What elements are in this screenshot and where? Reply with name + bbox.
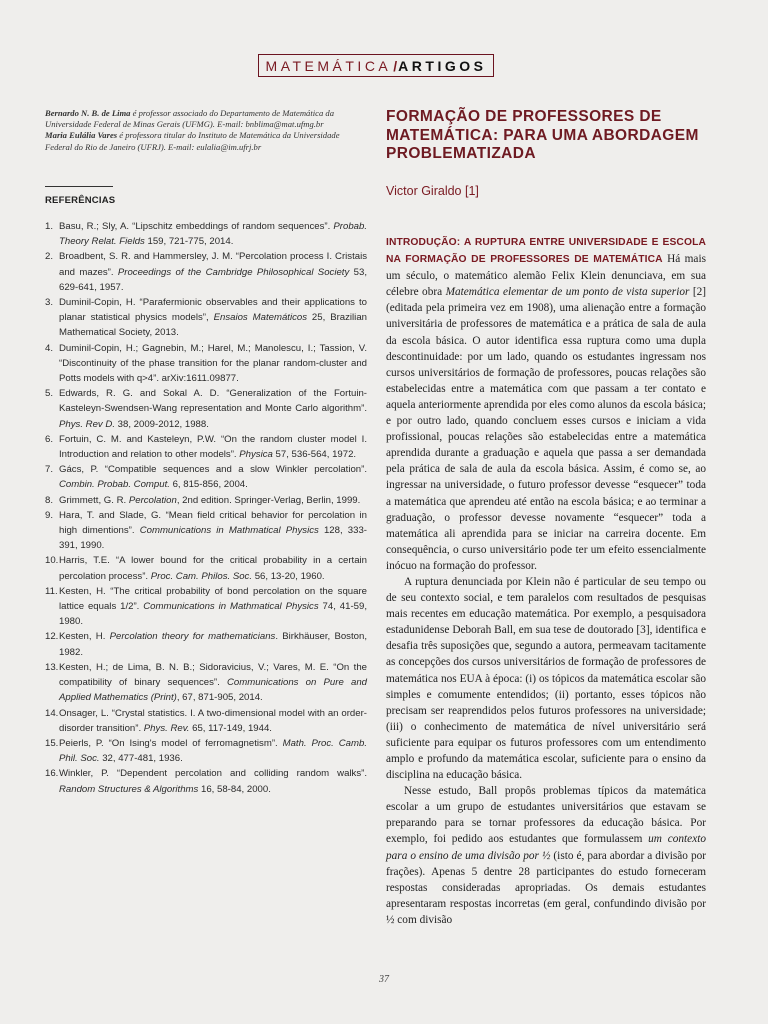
reference-details: 32, 477-481, 1936. [99,753,183,765]
reference-details: 6, 815-856, 2004. [169,479,248,491]
reference-source: Probab. Theory Relat. Fields [59,221,367,248]
reference-item [45,386,367,432]
reference-item [45,295,367,341]
reference-source: Communications in Mathmatical Physics [139,525,319,537]
reference-number: 14. [45,707,59,719]
reference-item [45,508,367,554]
subsection-label: ARTIGOS [398,57,487,74]
reference-item [45,553,367,583]
reference-number: 12. [45,631,59,643]
reference-item [45,660,367,706]
reference-source: Percolation [128,494,177,506]
reference-number: 6. [45,433,54,445]
article-header [386,108,706,164]
reference-number: 5. [45,388,54,400]
reference-source: Physica [239,449,273,461]
reference-source: Percolation theory for mathematicians [109,631,276,643]
reference-details: 53, 629-641, 1957. [59,266,367,293]
section-header [258,54,494,77]
reference-details: 25, Brazilian Mathematical Society, 2013. [59,312,367,339]
reference-source: Phys. Rev D. [59,418,115,430]
reference-text: Onsager, L. “Crystal statistics. I. A two-dimensional model with an order-disorder transition”. [59,707,367,734]
reference-number: 15. [45,737,59,749]
reference-text: Fortuin, C. M. and Kasteleyn, P.W. “On the random cluster model I. Introduction and relation to other models”. [59,433,367,461]
author-note-2 [45,130,365,152]
reference-source: Ensaios Matemáticos [213,312,308,324]
reference-number: 3. [45,297,54,309]
article-body [386,234,706,928]
reference-source: Proc. Cam. Philos. Soc. [150,570,253,582]
references-title: REFERÊNCIAS [45,195,116,206]
paragraph-3-emphasis: um contexto para o ensino de uma divisão por ½ [386,833,706,862]
references-divider [45,186,113,187]
reference-text: Gács, P. “Compatible sequences and a slow Winkler percolation”. [59,464,367,476]
reference-number: 4. [45,342,54,354]
reference-number: 1. [45,221,54,232]
paragraph-3 [386,783,706,928]
paragraph-1-part-a: Há mais um século, o matemático alemão Felix Klein denunciava, em sua célebre obra [386,253,706,299]
reference-number: 13. [45,661,59,673]
reference-source: Random Structures & Algorithms [59,783,199,795]
reference-item [45,629,367,659]
author-name-1: Bernardo N. B. de Lima [45,108,131,118]
reference-item [45,432,367,462]
reference-text: Duminil-Copin, H. “Parafermionic observables and their applications to planar statistical physics models”, [59,297,367,324]
reference-number: 8. [45,494,54,506]
reference-text: Harris, T.E. “A lower bound for the critical probability in a certain percolation process”. [59,555,367,582]
reference-item [45,584,367,630]
author-notes [45,108,365,153]
reference-text: Duminil-Copin, H.; Gagnebin, M.; Harel, M.; Manolescu, I.; Tassion, V. “Discontinuity of the phase transition for the planar random-cluster and Potts models with q>4”. arXiv:1611.09877. [59,342,367,385]
reference-details: 65, 117-149, 1944. [189,722,272,734]
reference-source: Communications in Mathmatical Physics [143,601,319,613]
paragraph-1-book-title: Matemática elementar de um ponto de vista superior [445,286,690,299]
reference-text: Peierls, P. “On Ising's model of ferromagnetism”. [59,737,283,749]
reference-source: Phys. Rev. [143,722,190,734]
author-note-1 [45,108,365,130]
reference-details: 74, 41-59, 1980. [59,601,368,628]
reference-item [45,219,367,249]
intro-heading: INTRODUÇÃO: A RUPTURA ENTRE UNIVERSIDADE E ESCOLA NA FORMAÇÃO DE PROFESSORES DE MATEMÁTICA [386,237,706,266]
reference-number: 9. [45,509,54,521]
reference-details: , 67, 871-905, 2014. [176,692,263,704]
article-title: FORMAÇÃO DE PROFESSORES DE MATEMÁTICA: PARA UMA ABORDAGEM PROBLEMATIZADA [386,108,699,162]
article-author: Victor Giraldo [1] [386,184,479,198]
reference-details: 159, 721-775, 2014. [144,236,234,248]
reference-number: 10. [45,555,59,567]
reference-number: 16. [45,768,59,780]
section-separator: / [393,57,398,74]
author-bio-1: é professor associado do Departamento de Matemática da Universidade Federal de Minas Gerais (UFMG). E-mail: bnblima@mat.ufmg.br [45,108,334,130]
reference-text: Kesten, H. [59,631,110,643]
reference-source: Combin. Probab. Comput. [59,479,170,491]
paragraph-1 [386,234,706,574]
section-label: MATEMÁTICA [265,57,392,74]
page-number: 37 [379,974,389,985]
reference-details: 16, 58-84, 2000. [198,783,271,795]
reference-details: 56, 13-20, 1960. [252,570,325,582]
paragraph-1-part-b: [2] (editada pela primeira vez em 1908), uma alienação entre a formação universitária de professores de matemática e a prática de sala de aula da escola básica. O autor identifica essa ruptura como uma dupla descontinuidade: por um lado, quando os estudantes ingressam nos cursos universitários de formação de professores, poucas relações são estabelecidas entre a matemática com que passam a ter contato e aquela anteriormente aprendida por eles como alunos da escola básica; e por outro lado, quando concluem esses cursos e iniciam a vida profissional, poucas relações são estabelecidas entre a matemática aprendida durante a graduação e aquela que passa a ser demandada pela prática de sala de aula da escola básica. Assim, é como se, ao ingressar na universidade, o futuro professor devesse “esquecer” toda a matemática que aprendeu até então na escola básica; e ao terminar a graduação, o professor devesse novamente “esquecer” toda a matemática ali aprendida para se iniciar na carreira docente. Em consequência, o curso universitário pode ter um efeito essencialmente inócuo na formação do professor. [386,286,707,572]
reference-source: Proceedings of the Cambridge Philosophical Society [117,266,350,278]
reference-number: 2. [45,251,54,263]
reference-text: Kesten, H. “The critical probability of bond percolation on the square lattice equals 1/2”. [59,585,367,613]
paragraph-3-part-a: Nesse estudo, Ball propôs problemas típicos da matemática escolar a um grupo de estudantes universitários que estavam se preparando para se tornar professores da educação básica. Por exemplo, foi pedido aos estudantes que formulassem [386,785,706,846]
reference-number: 7. [45,464,54,476]
reference-item [45,706,367,736]
paragraph-3-part-b: (isto é, para abordar a divisão por frações). Apenas 5 dentre 28 participantes do estudo forneceram respostas consideradas apropriadas. Os demais estudantes apresentaram respostas incorretas (em geral, confundindo divisão por ½ com divisão [386,849,706,926]
reference-item [45,462,367,492]
reference-item [45,736,367,766]
reference-details: 128, 333-391, 1990. [59,525,367,552]
reference-text: Kesten, H.; de Lima, B. N. B.; Sidoravicius, V.; Vares, M. E. “On the compatibility of binary sequences”. [59,661,367,689]
reference-source: Communications on Pure and Applied Mathematics (Print) [59,677,368,704]
reference-details: 38, 2009-2012, 1988. [114,418,209,430]
reference-details: 57, 536-564, 1972. [272,449,357,461]
reference-item [45,249,367,295]
reference-item [45,341,367,387]
reference-item [45,766,367,796]
reference-text: Grimmett, G. R. [59,494,129,506]
references-list [45,219,367,797]
reference-item [45,493,367,508]
paragraph-2: A ruptura denunciada por Klein não é particular de seu tempo ou de seu contexto social, e tem paralelos com resultados de pesquisas mais recentes em educação matemática. Por exemplo, a pesquisadora estadunidense Deborah Ball, em sua tese de doutorado [3], identifica e desafia três suposições que, segundo a autora, permeavam tacitamente as concepções dos cursos universitários de formação de professores de matemática nos EUA à época: (i) os tópicos da matemática escolar são simples e comumente entendidos; (ii) portanto, esses tópicos não precisam ser reaprendidos pelos futuros professores na universidade; (iii) o conhecimento de matemática de nível universitário será suficiente para equipar os futuros professores com um entendimento amplo e profundo da matemática escolar, suficiente para o ensino da disciplina na educação básica. [386,575,706,782]
reference-text: Basu, R.; Sly, A. “Lipschitz embeddings of random sequences”. [59,221,334,232]
reference-number: 11. [45,585,58,597]
reference-details: , 2nd edition. Springer-Verlag, Berlin, 1999. [176,494,361,506]
reference-text: Hara, T. and Slade, G. “Mean field critical behavior for percolation in high dimentions”. [59,509,367,537]
reference-text: Winkler, P. “Dependent percolation and colliding random walks”. [59,768,367,780]
reference-text: Edwards, R. G. and Sokal A. D. “Generalization of the Fortuin-Kasteleyn-Swendsen-Wang representation and Monte Carlo algorithm”. [59,388,367,415]
reference-source: Math. Proc. Camb. Phil. Soc. [59,737,367,765]
author-name-2: Maria Eulália Vares [45,130,118,141]
reference-text: Broadbent, S. R. and Hammersley, J. M. “Percolation process I. Cristais and mazes”. [59,251,367,278]
author-bio-2: é professora titular do Instituto de Matemática da Universidade Federal do Rio de Janeiro (UFRJ). E-mail: eulalia@im.ufrj.br [45,130,340,152]
reference-details: . Birkhäuser, Boston, 1982. [59,631,367,658]
